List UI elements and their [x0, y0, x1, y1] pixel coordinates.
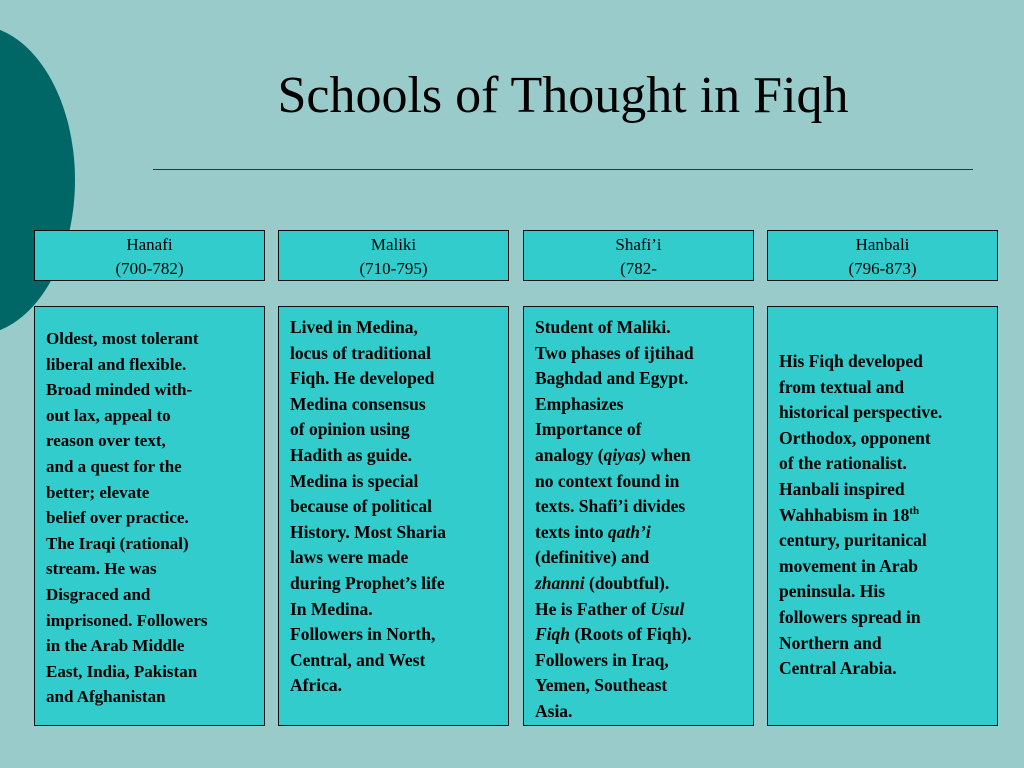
description-line: Hadith as guide. — [290, 444, 413, 465]
school-dates: (782- — [620, 259, 657, 278]
description-line: belief over practice. — [46, 508, 189, 528]
description-line: Broad minded with- — [46, 380, 193, 400]
school-description-hanbali — [767, 306, 998, 726]
description-line: Baghdad and Egypt. — [535, 368, 689, 389]
description-line: century, puritanical — [779, 530, 927, 551]
description-line: better; elevate — [46, 482, 150, 502]
description-line: laws were made — [290, 547, 409, 568]
text-run: (Roots of Fiqh). — [570, 624, 692, 645]
text-run: when — [646, 444, 691, 465]
description-line: from textual and — [779, 376, 905, 397]
superscript: th — [909, 504, 920, 517]
description-line: of opinion using — [290, 419, 410, 440]
description-line: Medina consensus — [290, 393, 426, 414]
school-name: Hanbali — [855, 235, 910, 254]
school-name: Hanafi — [126, 235, 173, 254]
text-run: Wahhabism in 18 — [779, 504, 910, 525]
description-line: Two phases of ijtihad — [535, 342, 694, 363]
description-line: liberal and flexible. — [46, 354, 187, 374]
title-divider — [153, 169, 973, 170]
description-line: imprisoned. Followers — [46, 610, 208, 630]
description-line: East, India, Pakistan — [46, 661, 198, 681]
description-line: because of political — [290, 496, 432, 517]
description-line — [535, 597, 743, 623]
term-usul: Usul — [650, 598, 685, 619]
school-dates: (710-795) — [359, 259, 428, 278]
description-line: Lived in Medina, — [290, 317, 418, 337]
description-line: Followers in North, — [290, 624, 436, 645]
school-name: Maliki — [370, 235, 417, 254]
description-line: movement in Arab — [779, 555, 919, 576]
description-line: in the Arab Middle — [46, 636, 185, 656]
description-line: reason over text, — [46, 431, 166, 451]
description-line: Fiqh. He developed — [290, 368, 435, 389]
description-line: In Medina. — [290, 598, 373, 619]
description-line: Orthodox, opponent — [779, 427, 931, 448]
school-description-shafii — [523, 306, 754, 726]
text-run: analogy ( — [535, 444, 604, 465]
description-line: Disgraced and — [46, 584, 151, 604]
term-zhanni: zhanni — [535, 572, 585, 593]
description-line — [535, 622, 743, 648]
description-line: Yemen, Southeast — [535, 675, 668, 696]
description-line — [535, 443, 743, 469]
description-line: History. Most Sharia — [290, 521, 447, 542]
school-name: Shafi’i — [615, 235, 662, 254]
description-line: out lax, appeal to — [46, 405, 171, 425]
description-line: Student of Maliki. — [535, 317, 671, 337]
school-header-hanafi — [34, 230, 265, 281]
description-line: followers spread in — [779, 606, 921, 627]
school-header-shafii — [523, 230, 754, 281]
description-line: no context found in — [535, 470, 680, 491]
school-description-maliki — [278, 306, 509, 726]
school-description-hanafi — [34, 306, 265, 726]
school-header-hanbali — [767, 230, 998, 281]
description-line: locus of traditional — [290, 342, 431, 363]
description-line: The Iraqi (rational) — [46, 533, 189, 553]
page-title: Schools of Thought in Fiqh — [277, 67, 849, 124]
description-line: and a quest for the — [46, 456, 182, 476]
description-line: Africa. — [290, 675, 342, 696]
description-line: and Afghanistan — [46, 687, 166, 707]
school-dates: (796-873) — [848, 259, 917, 278]
description-line: texts. Shafi’i divides — [535, 496, 686, 517]
description-line: Oldest, most tolerant — [46, 329, 199, 348]
term-qathi: qath’i — [607, 521, 651, 542]
school-header-maliki — [278, 230, 509, 281]
term-qiyas: qiyas) — [603, 444, 647, 465]
description-line: Medina is special — [290, 470, 419, 491]
text-run: (doubtful). — [584, 572, 670, 593]
description-line — [535, 520, 743, 546]
school-dates: (700-782) — [115, 259, 184, 278]
description-line: historical perspective. — [779, 402, 943, 423]
description-line — [535, 571, 743, 597]
description-line: Central Arabia. — [779, 658, 897, 679]
description-line: Asia. — [535, 700, 573, 721]
description-line: Importance of — [535, 419, 642, 440]
description-line: stream. He was — [46, 559, 157, 579]
description-line: of the rationalist. — [779, 453, 907, 474]
description-line: Followers in Iraq, — [535, 649, 669, 670]
description-line: Northern and — [779, 632, 882, 653]
text-run: texts into — [535, 521, 608, 542]
description-line: peninsula. His — [779, 581, 886, 602]
description-line — [779, 503, 987, 529]
term-fiqh: Fiqh — [535, 624, 571, 645]
text-run: He is Father of — [535, 598, 651, 619]
decorative-circle — [0, 25, 75, 335]
description-line: during Prophet’s life — [290, 572, 445, 593]
description-line: His Fiqh developed — [779, 351, 923, 371]
description-line: Central, and West — [290, 649, 426, 670]
description-line: (definitive) and — [535, 547, 650, 568]
description-line: Hanbali inspired — [779, 478, 905, 499]
description-line: Emphasizes — [535, 393, 624, 414]
